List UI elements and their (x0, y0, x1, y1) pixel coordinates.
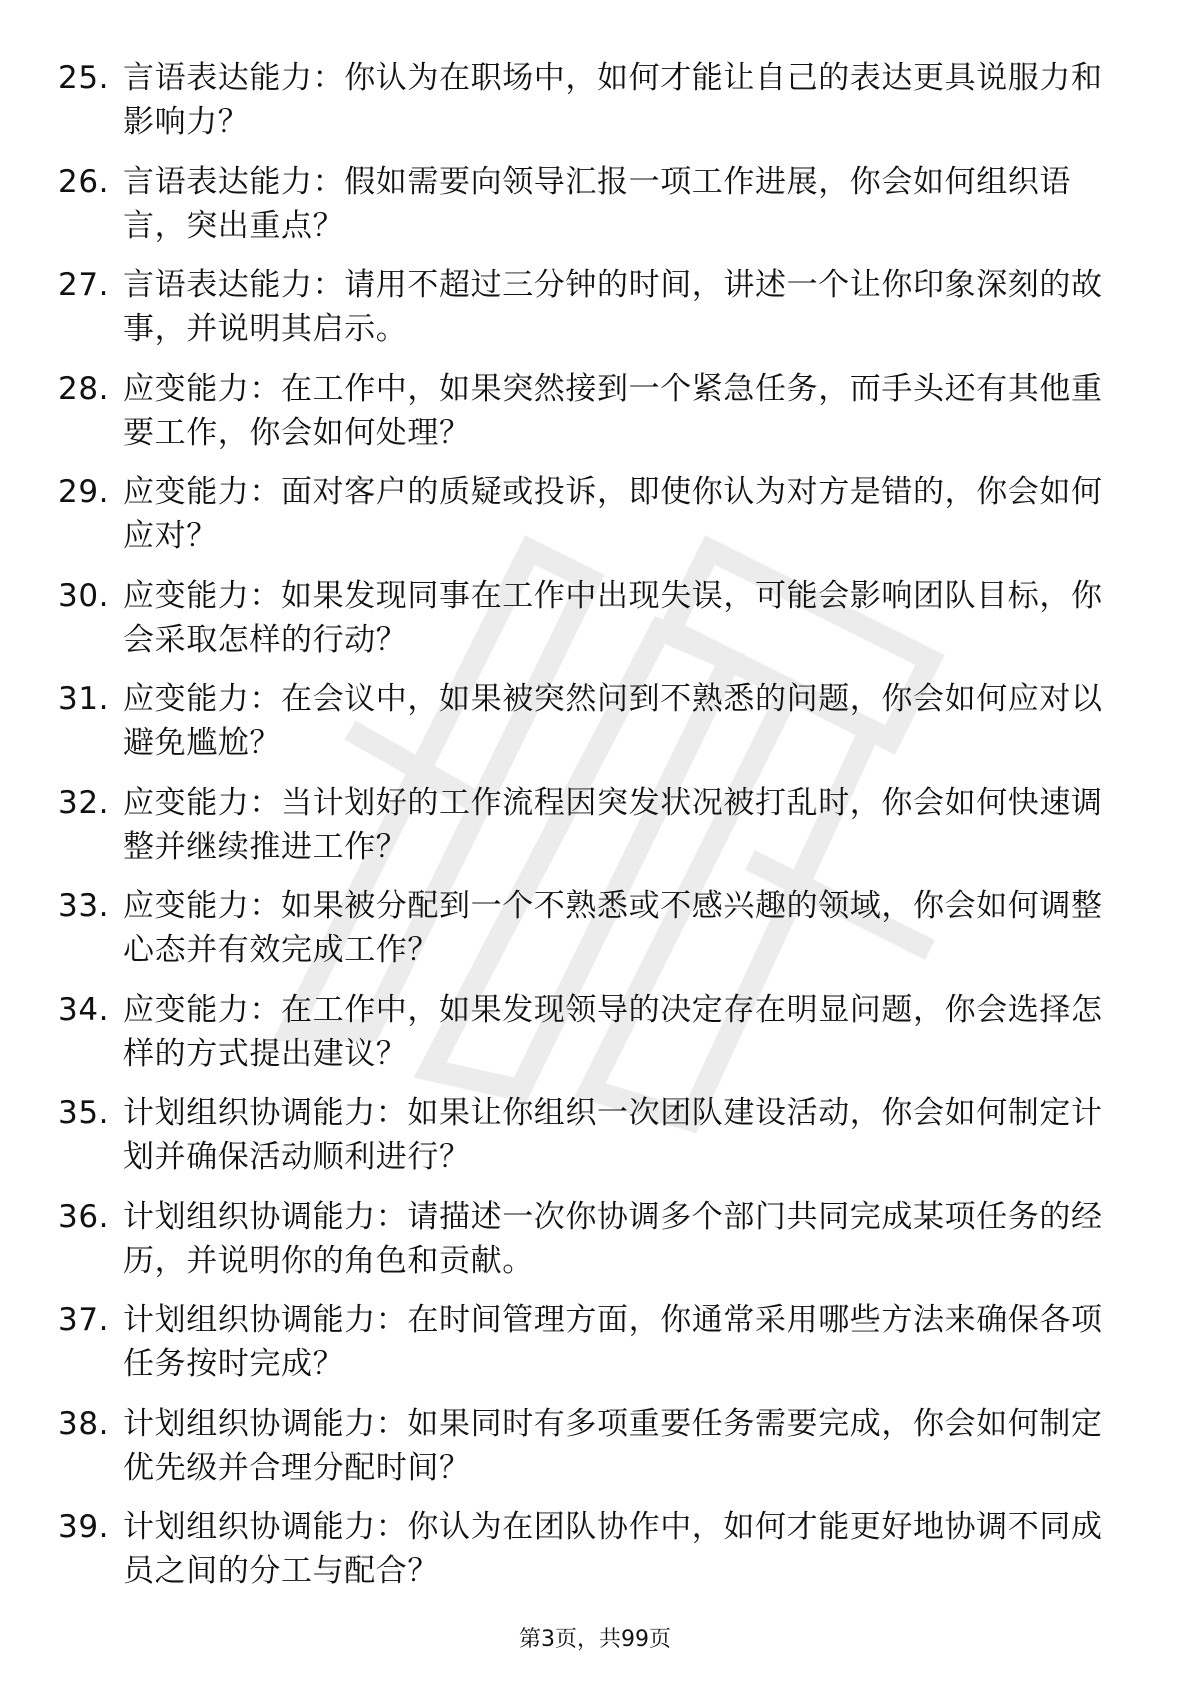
question-number: 35. (58, 1095, 110, 1131)
question-text: 计划组织协调能力：如果让你组织一次团队建设活动，你会如何制定计划并确保活动顺利进行？ (123, 1095, 1103, 1175)
question-number: 36. (58, 1198, 110, 1235)
question-item (58, 470, 1120, 558)
question-item (58, 781, 1120, 869)
question-number: 29. (58, 474, 110, 510)
question-number: 32. (58, 784, 110, 821)
question-number: 27. (58, 267, 110, 303)
question-item (58, 677, 1120, 765)
question-text: 言语表达能力：你认为在职场中，如何才能让自己的表达更具说服力和影响力？ (123, 60, 1103, 140)
question-number: 28. (58, 370, 110, 407)
question-text: 计划组织协调能力：你认为在团队协作中，如何才能更好地协调不同成员之间的分工与配合？ (123, 1509, 1103, 1589)
question-number: 39. (58, 1509, 110, 1545)
question-text: 应变能力：在工作中，如果突然接到一个紧急任务，而手头还有其他重要工作，你会如何处理？ (123, 370, 1103, 451)
question-text: 言语表达能力：假如需要向领导汇报一项工作进展，你会如何组织语言，突出重点？ (123, 163, 1071, 244)
question-number: 31. (58, 681, 110, 717)
question-number: 34. (58, 991, 110, 1028)
question-item (58, 1505, 1120, 1593)
question-item (58, 1091, 1120, 1179)
question-number: 25. (58, 60, 110, 96)
question-item (58, 988, 1120, 1076)
question-number: 33. (58, 888, 110, 924)
question-text: 应变能力：在工作中，如果发现领导的决定存在明显问题，你会选择怎样的方式提出建议？ (123, 991, 1103, 1072)
question-number: 38. (58, 1405, 110, 1442)
question-item (58, 1298, 1120, 1386)
question-item (58, 56, 1120, 144)
question-text: 计划组织协调能力：如果同时有多项重要任务需要完成，你会如何制定优先级并合理分配时间？ (123, 1405, 1103, 1486)
question-text: 计划组织协调能力：请描述一次你协调多个部门共同完成某项任务的经历，并说明你的角色和贡献。 (123, 1198, 1103, 1279)
question-text: 应变能力：如果发现同事在工作中出现失误，可能会影响团队目标，你会采取怎样的行动？ (123, 577, 1103, 658)
question-item (58, 884, 1120, 972)
question-text: 应变能力：如果被分配到一个不熟悉或不感兴趣的领域，你会如何调整心态并有效完成工作？ (123, 888, 1103, 968)
question-text: 言语表达能力：请用不超过三分钟的时间，讲述一个让你印象深刻的故事，并说明其启示。 (123, 267, 1103, 347)
question-text: 计划组织协调能力：在时间管理方面，你通常采用哪些方法来确保各项任务按时完成？ (123, 1302, 1103, 1382)
question-number: 30. (58, 577, 110, 614)
question-item (58, 367, 1120, 455)
question-number: 26. (58, 163, 110, 200)
question-list (58, 56, 1120, 1609)
question-item (58, 574, 1120, 662)
question-text: 应变能力：当计划好的工作流程因突发状况被打乱时，你会如何快速调整并继续推进工作？ (123, 784, 1103, 865)
question-number: 37. (58, 1302, 110, 1338)
question-text: 应变能力：面对客户的质疑或投诉，即使你认为对方是错的，你会如何应对？ (123, 474, 1103, 554)
page-footer: 第3页，共99页 (519, 1627, 671, 1652)
question-item (58, 263, 1120, 351)
question-text: 应变能力：在会议中，如果被突然问到不熟悉的问题，你会如何应对以避免尴尬？ (123, 681, 1103, 761)
question-item (58, 1402, 1120, 1490)
question-item (58, 1195, 1120, 1283)
question-item (58, 160, 1120, 248)
